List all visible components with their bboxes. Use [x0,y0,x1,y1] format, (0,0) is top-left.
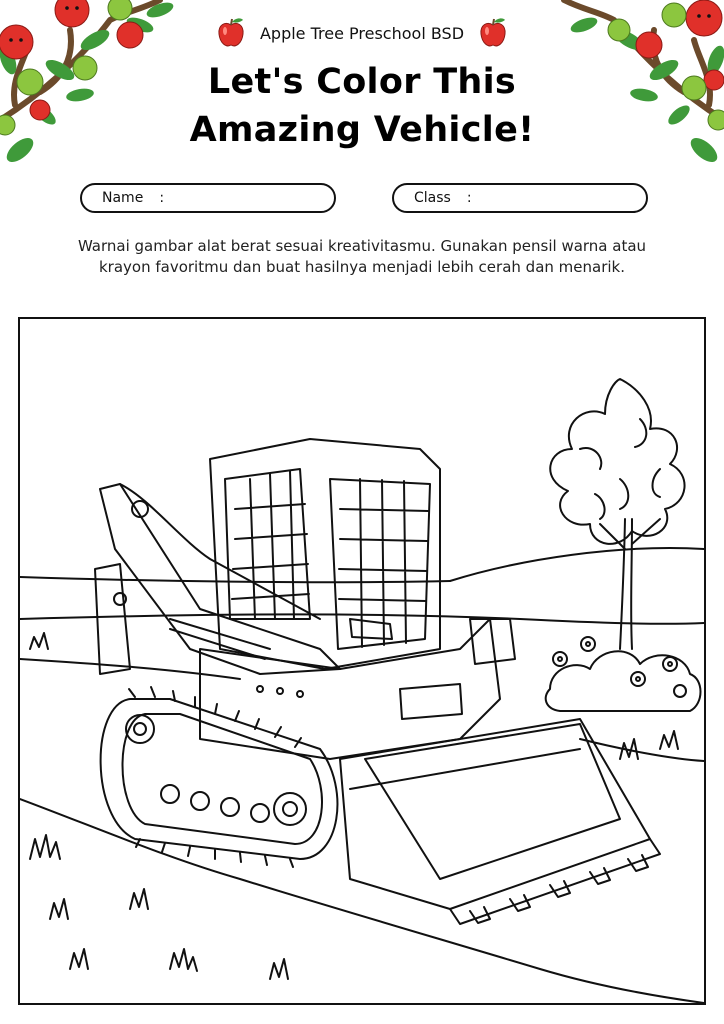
class-label: Class [414,190,451,206]
grass-tufts [30,633,678,979]
school-row [0,16,724,50]
instructions-line-2: krayon favoritmu dan buat hasilnya menjadi lebih cerah dan menarik. [98,258,625,276]
page-title [0,58,724,154]
name-field[interactable] [80,183,336,213]
name-label: Name [102,190,144,206]
apple-icon [216,17,246,49]
instructions [30,236,694,278]
tree-drawing [550,379,684,649]
instructions-line-1: Warnai gambar alat berat sesuai kreativitasmu. Gunakan pensil warna atau [77,237,647,255]
cab-drawing [210,439,440,669]
bush-drawing [546,637,701,711]
page-header [0,16,724,154]
apple-icon [478,17,508,49]
school-name: Apple Tree Preschool BSD [259,23,465,43]
coloring-frame [18,317,706,1005]
title-line-1: Let's Color This [207,62,517,102]
title-line-2: Amazing Vehicle! [189,110,535,150]
track-drawing [101,687,338,867]
class-field[interactable] [392,183,648,213]
class-separator: : [466,190,472,206]
name-separator: : [159,190,165,206]
skid-steer-loader-illustration [20,319,704,1003]
